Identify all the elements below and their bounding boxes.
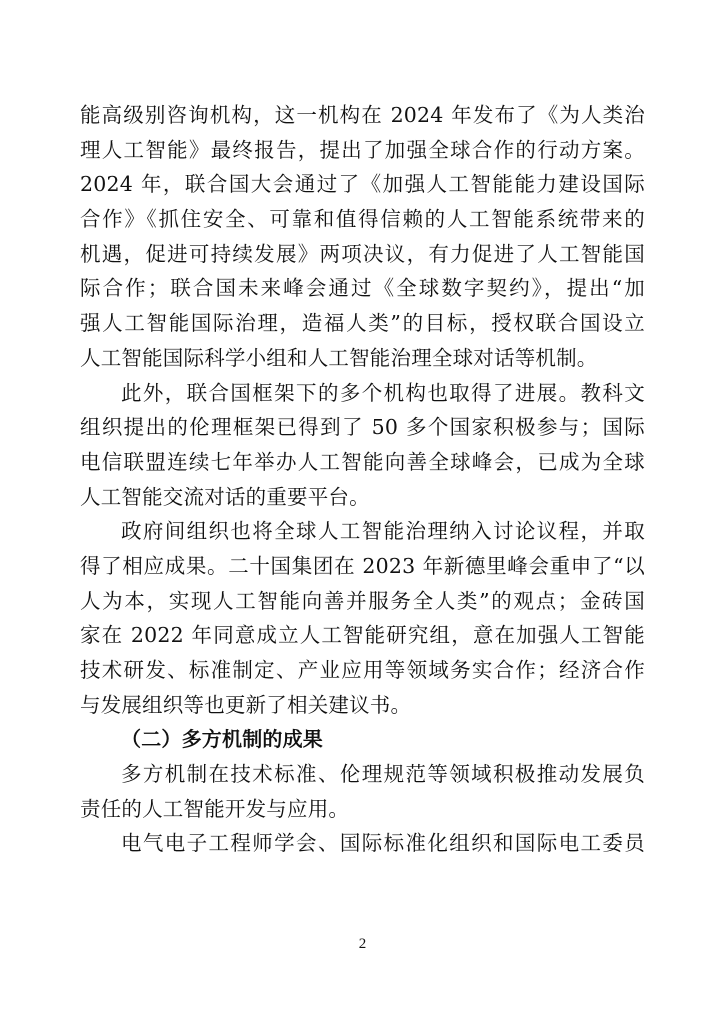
text-line-3: 2024 年，联合国大会通过了《加强人工智能能力建设国际 — [80, 172, 645, 197]
text-line-11: 电信联盟连续七年举办人工智能向善全球峰会，已成为全球 — [80, 449, 645, 474]
text-line-21: 责任的人工智能开发与应用。 — [80, 796, 350, 821]
text-line-8: 人工智能国际科学小组和人工智能治理全球对话等机制。 — [80, 345, 598, 370]
text-line-2: 理人工智能》最终报告，提出了加强全球合作的行动方案。 — [80, 137, 645, 162]
text-line-16: 家在 2022 年同意成立人工智能研究组，意在加强人工智能 — [80, 623, 645, 648]
text-line-5: 机遇，促进可持续发展》两项决议，有力促进了人工智能国 — [80, 241, 645, 266]
text-line-12: 人工智能交流对话的重要平台。 — [80, 484, 370, 509]
text-line-6: 际合作；联合国未来峰会通过《全球数字契约》，提出“加 — [80, 276, 645, 301]
text-line-13: 政府间组织也将全球人工智能治理纳入讨论议程，并取 — [121, 519, 645, 544]
text-line-15: 人为本，实现人工智能向善并服务全人类”的观点；金砖国 — [80, 588, 645, 613]
section-heading: （二）多方机制的成果 — [121, 727, 323, 752]
text-line-1: 能高级别咨询机构，这一机构在 2024 年发布了《为人类治 — [80, 103, 645, 127]
document-body — [80, 98, 645, 861]
text-line-20: 多方机制在技术标准、伦理规范等领域积极推动发展负 — [121, 762, 645, 787]
text-line-10: 组织提出的伦理框架已得到了 50 多个国家积极参与；国际 — [80, 415, 645, 440]
text-line-14: 得了相应成果。二十国集团在 2023 年新德里峰会重申了“以 — [80, 553, 645, 578]
text-line-22: 电气电子工程师学会、国际标准化组织和国际电工委员 — [121, 831, 645, 856]
text-line-7: 强人工智能国际治理，造福人类”的目标，授权联合国设立 — [80, 311, 645, 336]
text-line-4: 合作》《抓住安全、可靠和值得信赖的人工智能系统带来的 — [80, 207, 645, 232]
text-line-17: 技术研发、标准制定、产业应用等领域务实合作；经济合作 — [80, 658, 645, 682]
text-line-18: 与发展组织等也更新了相关建议书。 — [80, 692, 412, 717]
page-number: 2 — [358, 936, 367, 952]
text-line-9: 此外，联合国框架下的多个机构也取得了进展。教科文 — [121, 380, 645, 405]
